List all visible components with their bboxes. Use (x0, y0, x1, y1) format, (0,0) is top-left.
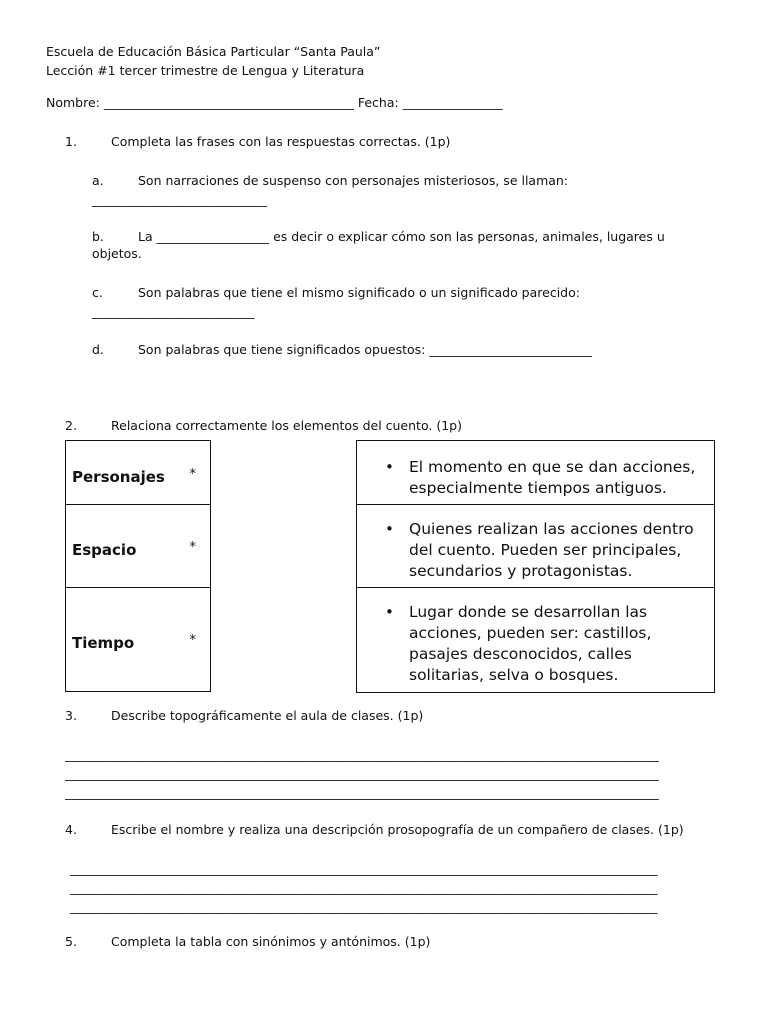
question-text: Completa las frases con las respuestas correctas. (1p) (111, 134, 451, 149)
answer-line[interactable]: _______________________________________________________________________________________________ (65, 766, 659, 781)
element-row-tiempo (66, 588, 210, 691)
question-1d (92, 342, 692, 358)
question-number: 1. (65, 134, 77, 149)
question-text: Completa la tabla con sinónimos y antónimos. (1p) (111, 934, 431, 949)
answer-line[interactable]: ______________________________________________________________________________________________ (70, 880, 658, 895)
element-row-personajes (66, 441, 210, 505)
definition-text: Quienes realizan las acciones dentro del cuento. Pueden ser principales, secundarios y protagonistas. (409, 520, 694, 580)
question-2 (65, 418, 665, 434)
item-text: Son palabras que tiene significados opuestos: __________________________ (138, 342, 592, 357)
name-date-line: Nombre: ________________________________________ Fecha: ________________ (46, 95, 503, 110)
definition-row (357, 588, 714, 692)
bullet-icon: • (385, 603, 394, 621)
item-text: Son palabras que tiene el mismo significado o un significado parecido: (138, 285, 580, 300)
question-number: 3. (65, 708, 77, 723)
answer-line[interactable]: ______________________________________________________________________________________________ (70, 861, 658, 876)
element-label: Tiempo (72, 634, 135, 652)
item-letter: b. (92, 229, 104, 244)
question-text: Describe topográficamente el aula de clases. (1p) (111, 708, 424, 723)
item-letter: c. (92, 285, 103, 300)
answer-line[interactable]: _______________________________________________________________________________________________ (65, 785, 659, 800)
question-number: 4. (65, 822, 77, 837)
question-1b (92, 229, 732, 245)
question-text: Escribe el nombre y realiza una descripción prosopografía de un compañero de clases. (1p) (111, 822, 684, 837)
bullet-icon: • (385, 458, 394, 476)
item-text: La __________________ es decir o explicar cómo son las personas, animales, lugares u (138, 229, 665, 244)
question-4 (65, 822, 725, 838)
school-name: Escuela de Educación Básica Particular “Santa Paula” (46, 44, 381, 59)
definition-row (357, 441, 714, 505)
definitions-table (356, 440, 715, 693)
item-letter: d. (92, 342, 104, 357)
question-number: 5. (65, 934, 77, 949)
match-point[interactable]: * (189, 633, 196, 648)
item-text: Son narraciones de suspenso con personajes misteriosos, se llaman: (138, 173, 569, 188)
definition-text: El momento en que se dan acciones, especialmente tiempos antiguos. (409, 458, 696, 497)
question-3 (65, 708, 665, 724)
answer-blank-1c: __________________________ (92, 304, 255, 319)
question-number: 2. (65, 418, 77, 433)
question-5 (65, 934, 665, 950)
question-text: Relaciona correctamente los elementos del cuento. (1p) (111, 418, 462, 433)
question-1c (92, 285, 692, 301)
definition-row (357, 505, 714, 588)
match-point[interactable]: * (189, 467, 196, 482)
question-1a (92, 173, 692, 189)
match-point[interactable]: * (189, 540, 196, 555)
definition-text: Lugar donde se desarrollan las acciones, pueden ser: castillos, pasajes desconocidos, calles solitarias, selva o bosques. (409, 603, 652, 684)
answer-blank-1a: ____________________________ (92, 192, 267, 207)
lesson-title: Lección #1 tercer trimestre de Lengua y Literatura (46, 63, 365, 78)
elements-table (65, 440, 211, 692)
bullet-icon: • (385, 520, 394, 538)
question-1 (65, 134, 665, 150)
answer-line[interactable]: ______________________________________________________________________________________________ (70, 899, 658, 914)
answer-line[interactable]: _______________________________________________________________________________________________ (65, 747, 659, 762)
element-label: Personajes (72, 468, 165, 486)
item-letter: a. (92, 173, 104, 188)
item-continuation-1b: objetos. (92, 246, 142, 261)
element-label: Espacio (72, 541, 137, 559)
element-row-espacio (66, 505, 210, 588)
